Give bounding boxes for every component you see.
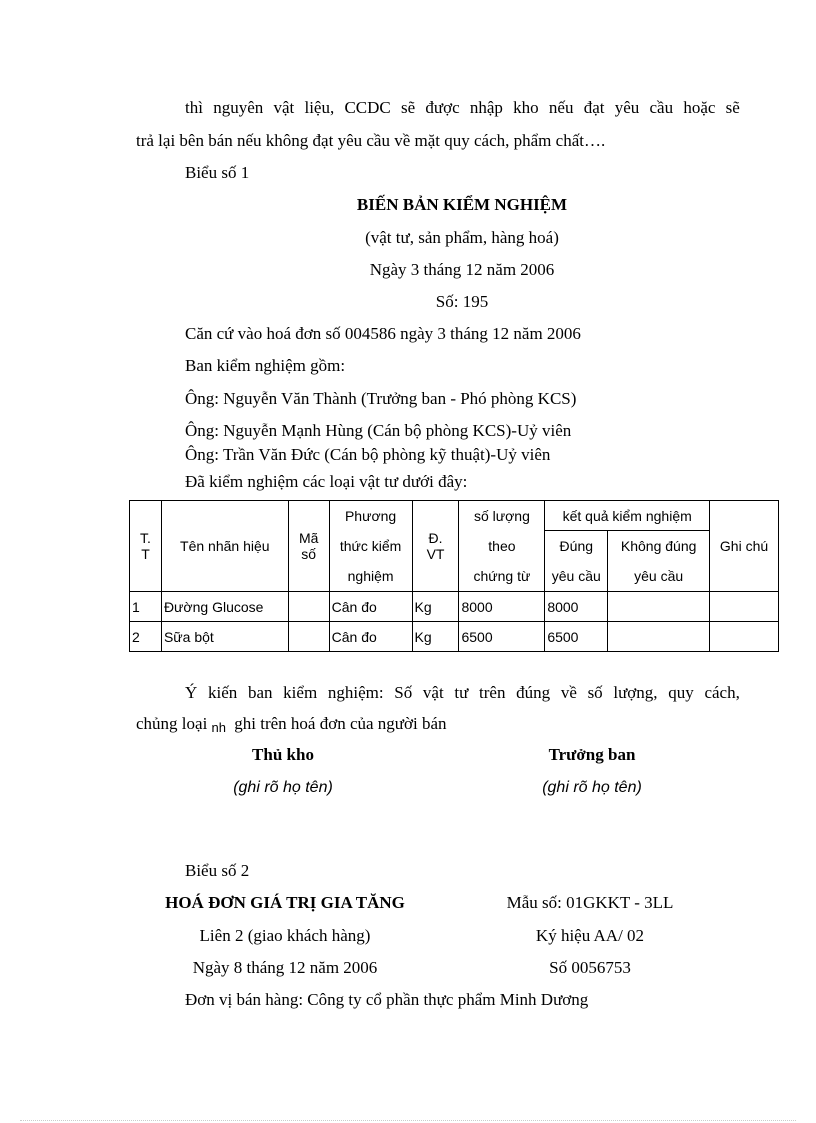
form1-label: Biểu số 1 bbox=[185, 163, 250, 182]
cell-ok: 6500 bbox=[545, 622, 608, 652]
opinion-line-2: chủng loại nh ghi trên hoá đơn của người bán bbox=[136, 714, 447, 735]
form2-symbol: Ký hiệu AA/ 02 bbox=[535, 926, 645, 945]
sign-left-note: (ghi rõ họ tên) bbox=[233, 779, 333, 796]
page-bottom-divider bbox=[20, 1120, 796, 1121]
form1-subtitle: (vật tư, sản phẩm, hàng hoá) bbox=[365, 228, 559, 247]
header-code: Mã số bbox=[288, 501, 329, 592]
header-unit: Đ. VT bbox=[412, 501, 459, 592]
cell-tt: 2 bbox=[130, 622, 162, 652]
form1-member-3: Ông: Trần Văn Đức (Cán bộ phòng kỹ thuật)-Uỷ viên bbox=[185, 445, 551, 464]
cell-tt: 1 bbox=[130, 592, 162, 622]
cell-nok bbox=[608, 592, 710, 622]
cell-unit: Kg bbox=[412, 592, 459, 622]
header-qty: số lượng theo chứng từ bbox=[459, 501, 545, 592]
header-result: kết quả kiểm nghiệm bbox=[545, 501, 710, 531]
form1-checked: Đã kiểm nghiệm các loại vật tư dưới đây: bbox=[185, 472, 468, 491]
header-tt: T. T bbox=[130, 501, 162, 592]
header-note: Ghi chú bbox=[710, 501, 779, 592]
form1-number: Số: 195 bbox=[435, 292, 489, 311]
form2-seller: Đơn vị bán hàng: Công ty cổ phần thực phẩm Minh Dương bbox=[185, 990, 589, 1009]
form2-label: Biểu số 2 bbox=[185, 861, 250, 880]
inspection-table bbox=[129, 500, 779, 652]
form2-form-no: Mẫu số: 01GKKT - 3LL bbox=[506, 893, 674, 912]
form1-title: BIẾN BẢN KIỂM NGHIỆM bbox=[356, 195, 568, 214]
cell-name: Sữa bột bbox=[161, 622, 288, 652]
form1-basis: Căn cứ vào hoá đơn số 004586 ngày 3 tháng 12 năm 2006 bbox=[185, 324, 581, 343]
form1-committee: Ban kiểm nghiệm gồm: bbox=[185, 356, 346, 375]
form2-number: Số 0056753 bbox=[549, 958, 631, 977]
cell-name: Đường Glucose bbox=[161, 592, 288, 622]
header-nok: Không đúng yêu cầu bbox=[608, 531, 710, 592]
intro-line-1: thì nguyên vật liệu, CCDC sẽ được nhập kho nếu đạt yêu cầu hoặc sẽ bbox=[185, 98, 740, 117]
table-row bbox=[130, 622, 779, 652]
cell-note bbox=[710, 592, 779, 622]
cell-nok bbox=[608, 622, 710, 652]
cell-method: Cân đo bbox=[329, 622, 412, 652]
cell-qty: 6500 bbox=[459, 622, 545, 652]
sign-left-title: Thủ kho bbox=[252, 745, 314, 764]
intro-line-2: trả lại bên bán nếu không đạt yêu cầu về mặt quy cách, phẩm chất…. bbox=[136, 131, 606, 150]
header-name: Tên nhãn hiệu bbox=[161, 501, 288, 592]
sign-right-note: (ghi rõ họ tên) bbox=[542, 779, 642, 796]
cell-qty: 8000 bbox=[459, 592, 545, 622]
form2-copy: Liên 2 (giao khách hàng) bbox=[199, 926, 371, 945]
opinion-line-1: Ý kiến ban kiểm nghiệm: Số vật tư trên đúng về số lượng, quy cách, bbox=[185, 683, 740, 702]
cell-unit: Kg bbox=[412, 622, 459, 652]
cell-note bbox=[710, 622, 779, 652]
form2-title: HOÁ ĐƠN GIÁ TRỊ GIA TĂNG bbox=[165, 893, 405, 912]
cell-ok: 8000 bbox=[545, 592, 608, 622]
header-method: Phương thức kiểm nghiệm bbox=[329, 501, 412, 592]
table-row bbox=[130, 592, 779, 622]
cell-code bbox=[288, 592, 329, 622]
cell-code bbox=[288, 622, 329, 652]
sign-right-title: Trưởng ban bbox=[548, 745, 636, 764]
form1-member-2: Ông: Nguyễn Mạnh Hùng (Cán bộ phòng KCS)-Uỷ viên bbox=[185, 421, 572, 440]
form2-date: Ngày 8 tháng 12 năm 2006 bbox=[192, 958, 378, 977]
form1-date: Ngày 3 tháng 12 năm 2006 bbox=[369, 260, 555, 279]
cell-method: Cân đo bbox=[329, 592, 412, 622]
header-ok: Đúng yêu cầu bbox=[545, 531, 608, 592]
table-header-row-1 bbox=[130, 501, 779, 531]
form1-member-1: Ông: Nguyễn Văn Thành (Trưởng ban - Phó phòng KCS) bbox=[185, 389, 577, 408]
